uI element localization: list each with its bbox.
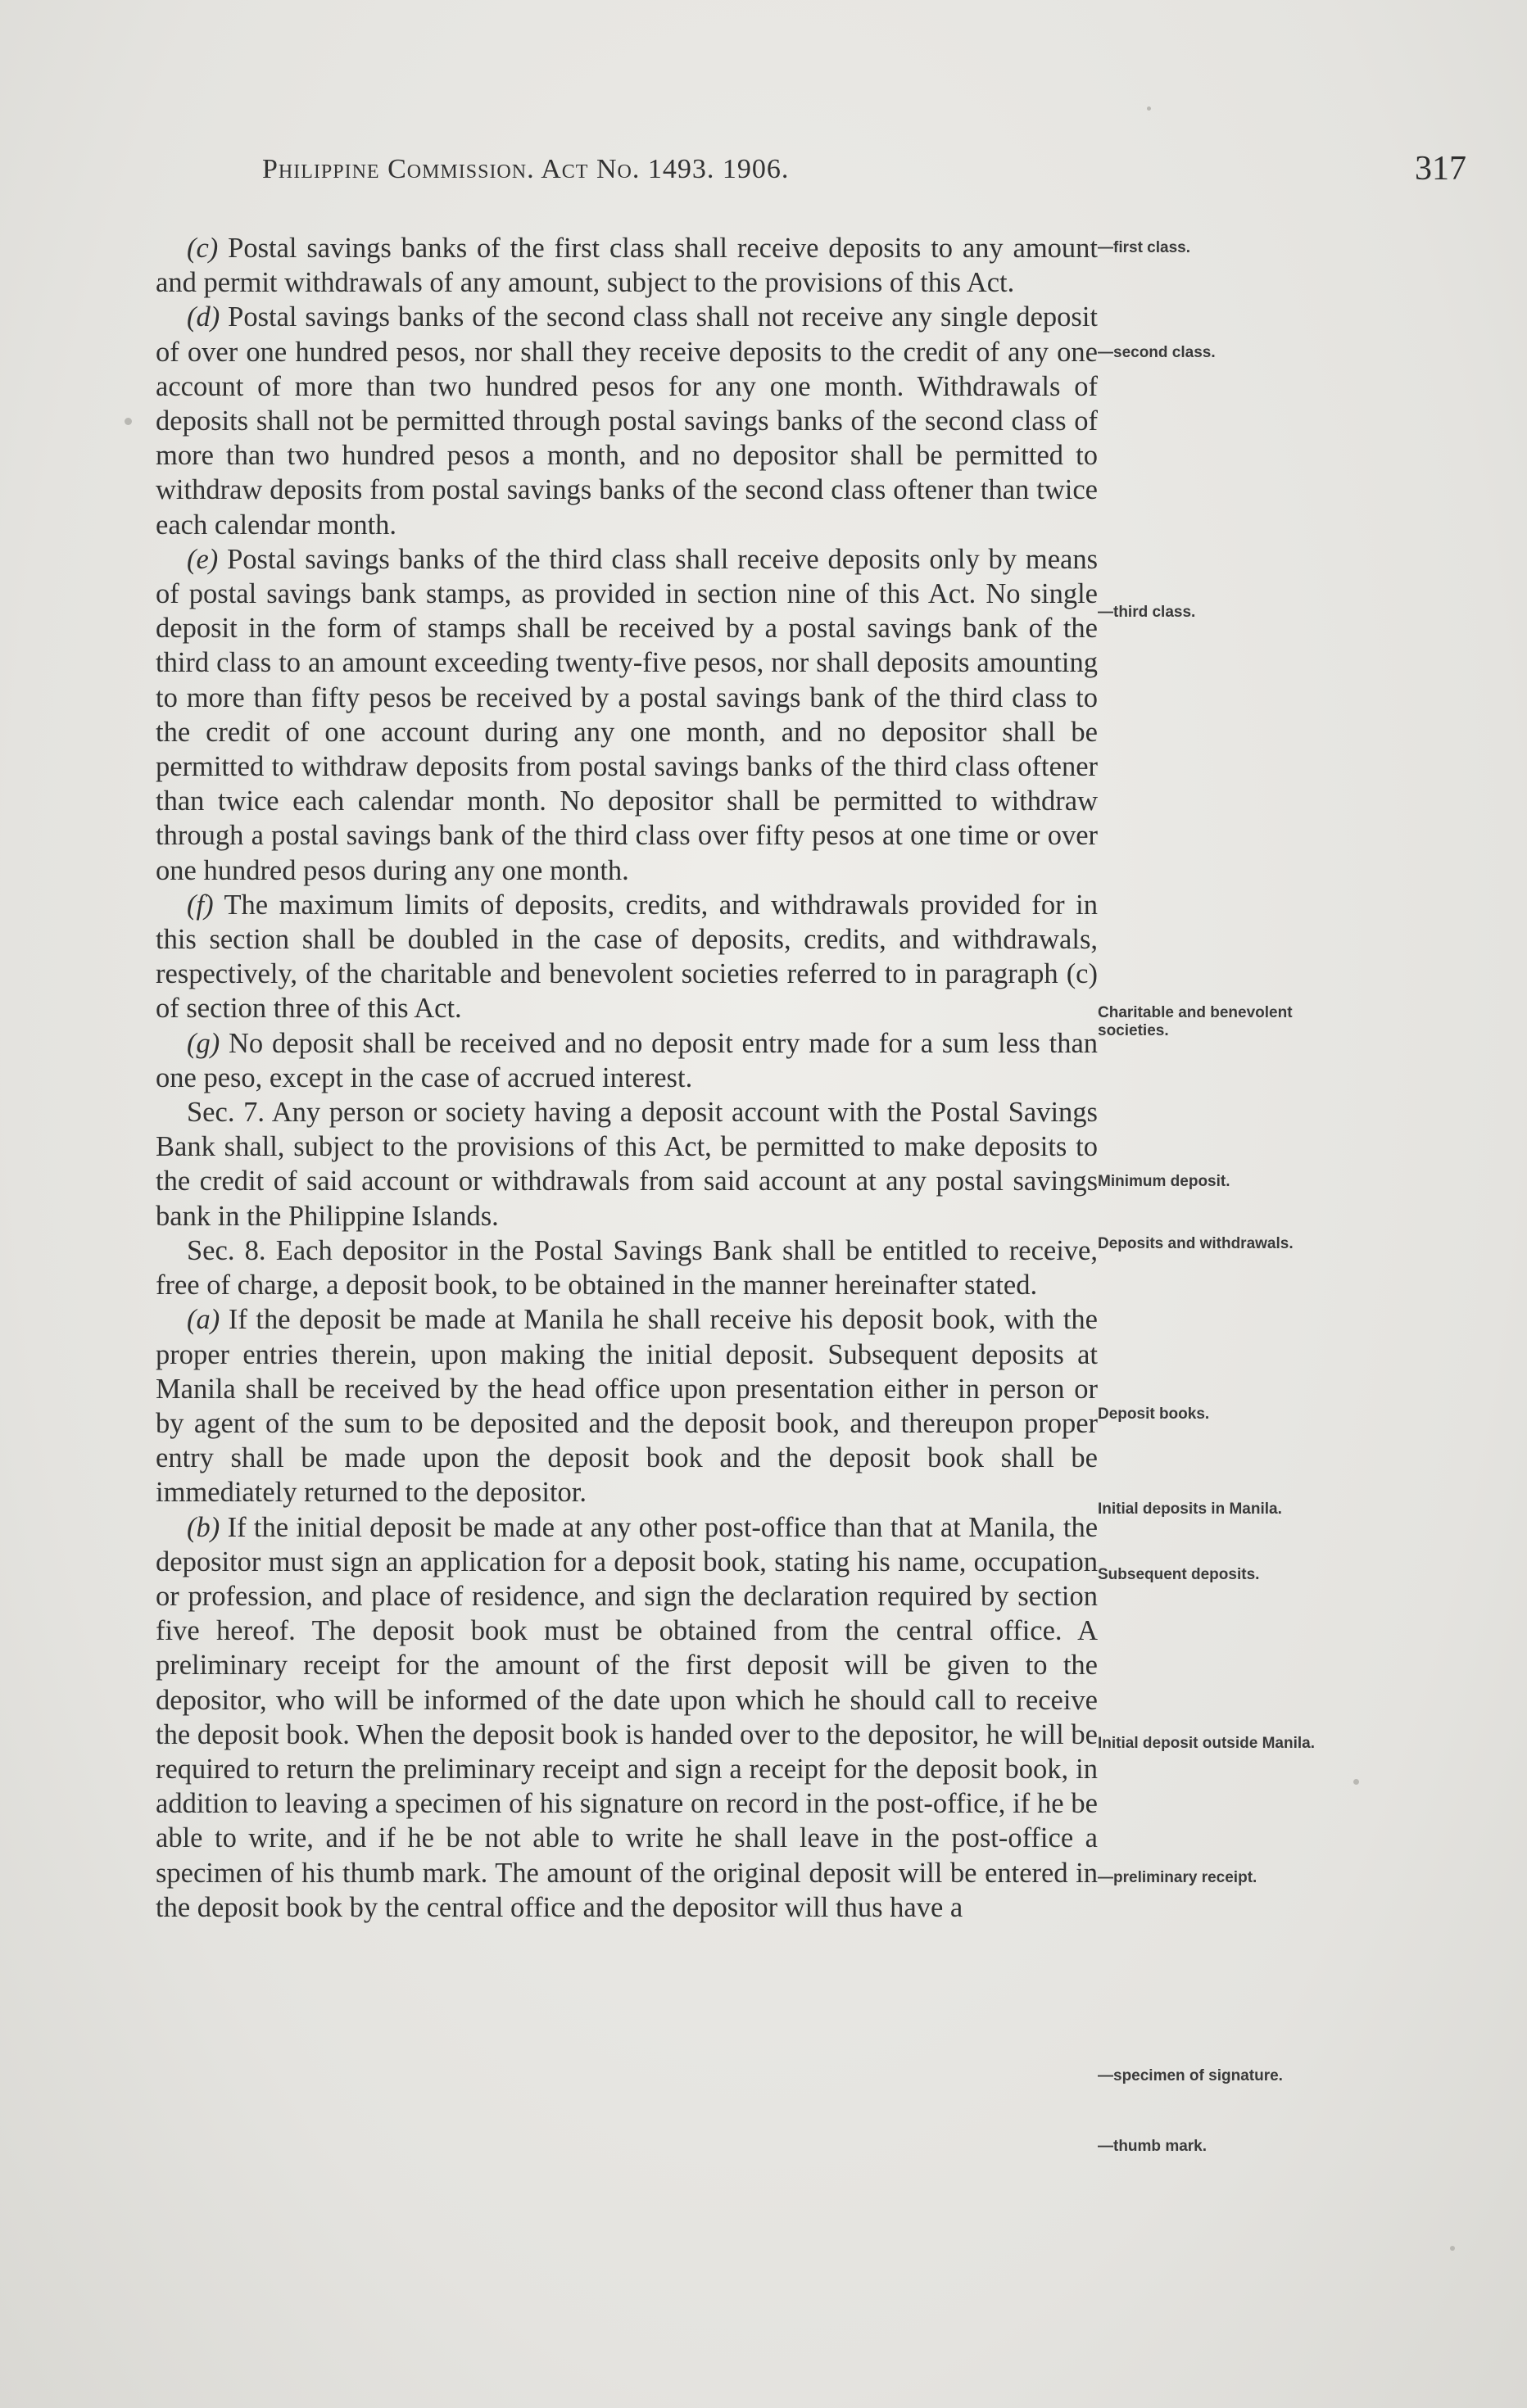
paragraph-text: Any person or society having a deposit account with the Postal Savings Bank shall, subject to the provisions of this Act, be permitted to make deposits to the credit of said account or withdrawals from said account at any postal savings bank in the Philippine Islands.	[156, 1097, 1098, 1232]
running-head: Philippine Commission. Act No. 1493. 1906.	[262, 154, 790, 184]
paragraph-text: No deposit shall be received and no deposit entry made for a sum less than one peso, except in the case of accrued interest.	[156, 1027, 1099, 1093]
margin-note-specimen-signature: —specimen of signature.	[1098, 2067, 1283, 2084]
paper-speck	[125, 418, 132, 425]
paragraph-label: (b)	[187, 1511, 220, 1543]
paragraph-text: Postal savings banks of the third class shall receive deposits only by means of postal savings bank stamps, as provided in section nine of this Act. No single deposit in the form of stamps shall be received by a postal savings bank of the third class to an amount exceeding twenty-five pesos, nor shall deposits amounting to more than fifty pesos be received by a postal savings bank of the third class to the credit of one account during any one month, and no depositor shall be permitted to withdraw deposits from postal savings banks of the third class oftener than twice each calendar month. No depositor shall be permitted to withdraw through a postal savings bank of the third class over fifty pesos at one time or over one hundred pesos during any one month.	[156, 543, 1098, 886]
paragraph-g	[156, 1026, 1098, 1095]
section-label: Sec. 8.	[187, 1234, 266, 1266]
paragraph-b	[156, 1510, 1098, 1925]
section-label: Sec. 7.	[187, 1097, 265, 1129]
margin-note-thumb-mark: —thumb mark.	[1098, 2138, 1208, 2155]
paragraph-text: If the initial deposit be made at any other post-office than that at Manila, the depositor must sign an application for a deposit book, stating his name, occupation or profession, and place of residence, and sign the declaration required by section five hereof. The deposit book must be obtained from the central office. A preliminary receipt for the amount of the first deposit will be given to the depositor, who will be informed of the date upon which he should call to receive the deposit book. When the deposit book is handed over to the depositor, he will be required to return the preliminary receipt and sign a receipt for the deposit book, in addition to leaving a specimen of his signature on record in the post-office, if he be able to write, and if he be not able to write he shall leave in the post-office a specimen of his thumb mark. The amount of the original deposit will be entered in the deposit book by the central office and the depositor will thus have a	[156, 1511, 1099, 1923]
margin-note-minimum-deposit: Minimum deposit.	[1098, 1173, 1230, 1190]
paper-speck	[1353, 1779, 1359, 1785]
margin-note-charitable-societies: Charitable and benevolent societies.	[1098, 1004, 1293, 1039]
margin-note-subsequent-deposits: Subsequent deposits.	[1098, 1566, 1260, 1583]
paragraph-text: If the deposit be made at Manila he shall receive his deposit book, with the proper entries therein, upon making the initial deposit. Subsequent deposits at Manila shall be received by the head office upon presentation either in person or by agent of the sum to be deposited and the deposit book, and thereupon proper entry shall be made upon the deposit book and the deposit book shall be immediately returned to the depositor.	[156, 1304, 1098, 1509]
paragraph-label: (f)	[187, 889, 214, 921]
body-text	[156, 231, 1098, 1925]
paragraph-text: Postal savings banks of the first class shall receive deposits to any amount and permit withdrawals of any amount, subject to the provisions of this Act.	[156, 233, 1099, 299]
margin-note-initial-deposits-manila: Initial deposits in Manila.	[1098, 1500, 1282, 1518]
paper-speck	[1147, 106, 1151, 111]
margin-note-third-class: —third class.	[1098, 604, 1196, 621]
paragraph-label: (g)	[187, 1027, 220, 1059]
paragraph-f	[156, 888, 1098, 1026]
paragraph-text: The maximum limits of deposits, credits, and withdrawals provided for in this section shall be doubled in the case of deposits, credits, and withdrawals, respectively, of the charitable and benevolent societies referred to in paragraph (c) of section three of this Act.	[156, 889, 1098, 1025]
paragraph-label: (d)	[187, 301, 220, 333]
paragraph-label: (a)	[187, 1304, 220, 1336]
margin-note-preliminary-receipt: —preliminary receipt.	[1098, 1869, 1257, 1886]
paragraph-text: Each depositor in the Postal Savings Bank shall be entitled to receive, free of charge, a deposit book, to be obtained in the manner hereinafter stated.	[156, 1234, 1098, 1301]
margin-note-first-class: —first class.	[1098, 239, 1190, 256]
page-header	[262, 150, 1466, 203]
margin-note-deposits-withdrawals: Deposits and withdrawals.	[1098, 1235, 1294, 1252]
paragraph-c	[156, 231, 1098, 300]
paragraph-a	[156, 1302, 1098, 1510]
section-7	[156, 1095, 1098, 1233]
margin-note-second-class: —second class.	[1098, 344, 1216, 361]
paper-speck	[1450, 2246, 1455, 2251]
paragraph-e	[156, 542, 1098, 888]
section-8	[156, 1233, 1098, 1302]
margin-note-initial-outside-manila: Initial deposit outside Manila.	[1098, 1735, 1315, 1752]
margin-note-deposit-books: Deposit books.	[1098, 1405, 1210, 1423]
page-number: 317	[1415, 150, 1466, 188]
paragraph-label: (c)	[187, 233, 219, 264]
paragraph-text: Postal savings banks of the second class shall not receive any single deposit of over one hundred pesos, nor shall they receive deposits to the credit of any one account of more than two hundred pesos for any one month. Withdrawals of deposits shall not be permitted through postal savings banks of the second class of more than two hundred pesos a month, and no depositor shall be permitted to withdraw deposits from postal savings banks of the second class oftener than twice each calendar month.	[156, 301, 1098, 541]
paragraph-label: (e)	[187, 543, 219, 575]
paragraph-d	[156, 300, 1098, 541]
